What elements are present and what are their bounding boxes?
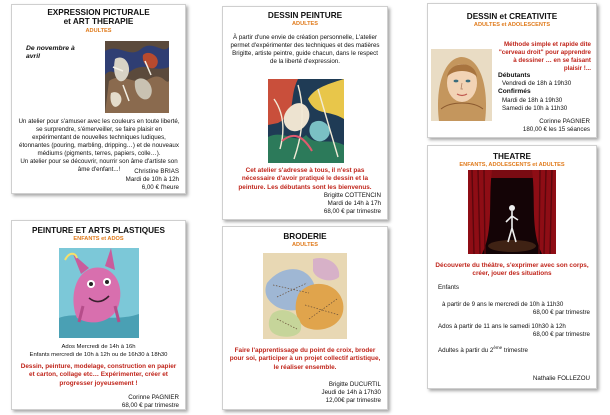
card-broderie: [222, 226, 388, 410]
plastiques-teacher: Corinne PAGNIER: [128, 394, 179, 401]
theatre-highlight: Découverte du théâtre, s'exprimer avec son corps, créer, jouer des situations: [435, 262, 589, 278]
expression-teacher: Christine BRIAS: [134, 168, 179, 175]
plastiques-title: PEINTURE ET ARTS PLASTIQUES: [32, 226, 165, 235]
dessin-teacher: Brigitte COTTENCIN: [323, 192, 381, 199]
creativite-price: 180,00 € les 15 séances: [522, 125, 590, 133]
creativite-audience: ADULTES et ADOLESCENTS: [473, 22, 551, 29]
dessin-artwork: [268, 79, 344, 163]
dessin-title: DESSIN PEINTURE: [267, 11, 343, 20]
plastiques-schedule2: Enfants mercredi de 10h à 12h ou de 16h30 à 18h30: [29, 351, 168, 358]
plastiques-schedule1: Ados Mercredi de 14h à 16h: [61, 344, 136, 350]
theatre-children-label: Enfants: [438, 284, 459, 291]
broderie-schedule: Jeudi de 14h à 17h30: [321, 388, 381, 396]
theatre-price2: 68,00 € par trimestre: [532, 331, 590, 338]
card-theatre: [427, 145, 597, 389]
card-dessin-creativite: [427, 3, 597, 138]
theatre-audience: ENFANTS, ADOLESCENTS et ADULTES: [459, 162, 565, 169]
plastiques-artwork: [59, 248, 139, 338]
broderie-teacher: Brigitte DUCURTIL: [328, 381, 381, 388]
broderie-highlight: Faire l'apprentissage du point de croix, broder pour soi, participer à un projet collectif artistique, le réaliser ensemble.: [229, 347, 381, 371]
creativite-portrait: [431, 49, 492, 121]
plastiques-price: 68,00 € par trimestre: [121, 401, 179, 409]
card-dessin-peinture: [222, 6, 388, 220]
expression-title-line1: EXPRESSION PICTURALE: [47, 8, 150, 17]
expression-price: 6,00 € l'heure: [141, 183, 179, 191]
theatre-teacher: Nathalie FOLLEZOU: [532, 375, 590, 382]
creativite-highlight: Méthode simple et rapide dite "cerveau droit" pour apprendre à dessiner … en se faisant plaisir !...: [498, 41, 591, 73]
theatre-line1: à partir de 9 ans le mercredi de 10h à 11h30: [442, 301, 564, 308]
expression-artwork: [105, 41, 169, 113]
dessin-highlight: Cet atelier s'adresse à tous, il n'est pas nécessaire d'avoir pratiqué le dessin et la peinture. Les débutants sont les bienvenus.: [238, 167, 372, 191]
broderie-artwork: [263, 253, 347, 339]
creativite-confirmed-label: Confirmés: [498, 88, 531, 96]
theatre-price1: 68,00 € par trimestre: [532, 309, 590, 316]
theatre-adults: [438, 345, 528, 355]
broderie-title: BRODERIE: [283, 232, 327, 241]
creativite-title: DESSIN et CREATIVITE: [466, 12, 558, 21]
dessin-description: À partir d'une envie de création personnelle, L'atelier permet d'expérimenter des techniques et des matières Brigitte, artiste peintre, guide chacun, dans le respect de la liberté d'expression.: [230, 34, 380, 65]
creativite-beginners-label: Débutants: [498, 72, 531, 79]
broderie-audience: ADULTES: [292, 242, 318, 249]
expression-description: Un atelier pour s'amuser avec les couleurs en toute liberté, se surprendre, s'émerveiller, se faire plaisir en expérimentant de nouvelles techniques ludiques, étonnantes (pouring, marbling, dripping…) et de nouveaux médiums (pigments, terres, papiers, colle…).: [18, 118, 180, 157]
theatre-stage-image: [468, 170, 556, 254]
expression-title-line2: et ART THERAPIE: [63, 17, 134, 27]
broderie-price: 12,00€ par trimestre: [325, 396, 381, 404]
theatre-adults-sup: ème: [493, 345, 503, 350]
creativite-confirmed-schedule2: Samedi de 10h à 11h30: [502, 104, 568, 112]
dessin-price: 68,00 € par trimestre: [323, 207, 381, 215]
theatre-adults-suffix: trimestre: [502, 347, 528, 355]
creativite-confirmed-schedule1: Mardi de 18h à 19h30: [502, 96, 563, 104]
expression-schedule: Mardi de 10h à 12h: [125, 175, 179, 183]
expression-description2: Un atelier pour se découvrir, nourrir son âme d'artiste son âme d'enfant...!: [20, 158, 178, 173]
dessin-audience: ADULTES: [292, 21, 318, 28]
theatre-title: THEATRE: [492, 152, 532, 161]
plastiques-highlight: Dessin, peinture, modelage, construction en papier et carton, collage etc… Expérimenter, créer et progresser joyeusement !: [20, 363, 177, 387]
theatre-adults-prefix: Adultes à partir du 2: [438, 347, 494, 355]
dessin-schedule: Mardi de 14h à 17h: [327, 199, 381, 207]
card-expression: [11, 4, 186, 194]
expression-audience: ADULTES: [85, 27, 112, 34]
expression-dates: De novembre à avril: [26, 45, 75, 61]
creativite-teacher: Corinne PAGNIER: [539, 118, 590, 125]
theatre-line2: Ados à partir de 11 ans le samedi 10h30 à 12h: [438, 323, 566, 330]
creativite-beginners-schedule: Vendredi de 18h à 19h30: [502, 80, 572, 88]
plastiques-audience: ENFANTS et ADOS: [73, 236, 124, 243]
card-arts-plastiques: [11, 220, 186, 410]
